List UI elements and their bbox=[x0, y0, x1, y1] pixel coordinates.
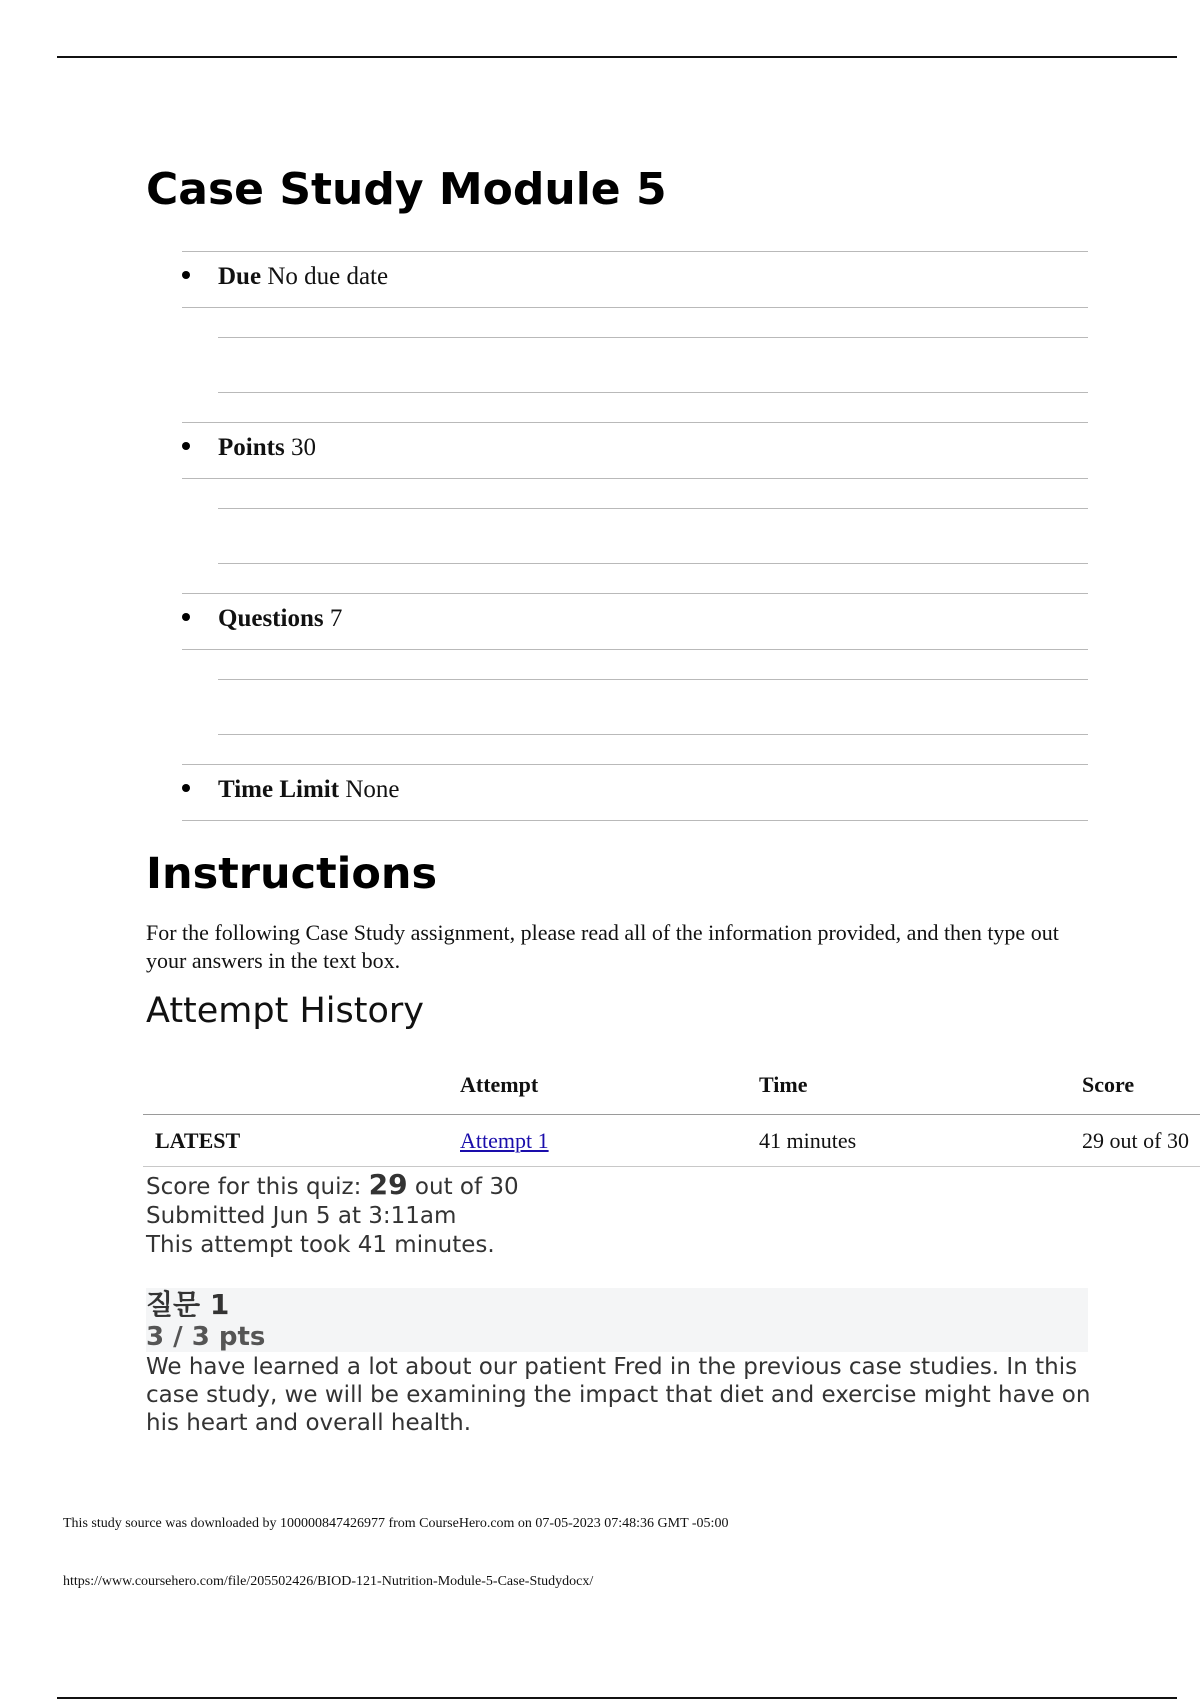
detail-time-limit bbox=[182, 764, 1088, 820]
attempt-time: 41 minutes bbox=[759, 1127, 857, 1153]
page-title: Case Study Module 5 bbox=[146, 164, 667, 215]
table-row bbox=[143, 1115, 1200, 1167]
column-header-attempt: Attempt bbox=[460, 1072, 539, 1097]
instructions-text: For the following Case Study assignment, please read all of the information provided, and then type out your answers in the text box. bbox=[146, 920, 1059, 973]
column-header-score: Score bbox=[1082, 1072, 1135, 1097]
bottom-rule bbox=[57, 1697, 1177, 1699]
question-points: 3 / 3 pts bbox=[146, 1322, 266, 1352]
question-title: 질문 1 bbox=[146, 1288, 230, 1321]
attempt-history-table bbox=[143, 1056, 1200, 1167]
detail-value: 7 bbox=[329, 605, 343, 632]
detail-label: Due bbox=[218, 263, 262, 290]
detail-label: Questions bbox=[218, 605, 324, 632]
attempt-score: 29 out of 30 bbox=[1082, 1127, 1189, 1153]
table-header-row bbox=[143, 1056, 1200, 1115]
instructions-heading: Instructions bbox=[146, 849, 438, 899]
bullet-icon bbox=[182, 613, 190, 621]
score-value: 29 bbox=[368, 1168, 408, 1201]
quiz-details-list bbox=[182, 251, 1088, 820]
question-header bbox=[146, 1288, 1088, 1352]
attempt-status: LATEST bbox=[155, 1127, 241, 1153]
detail-value: None bbox=[345, 776, 400, 803]
detail-points bbox=[182, 422, 1088, 593]
column-header-status bbox=[143, 1056, 460, 1115]
duration-line: This attempt took 41 minutes. bbox=[146, 1232, 495, 1258]
quiz-summary bbox=[146, 1170, 519, 1260]
submitted-line: Submitted Jun 5 at 3:11am bbox=[146, 1203, 457, 1229]
top-rule bbox=[57, 56, 1177, 58]
question-text: We have learned a lot about our patient Fred in the previous case studies. In this case study, we will be examining the impact that diet and exercise might have on his heart and overall health. bbox=[146, 1354, 1091, 1436]
bullet-icon bbox=[182, 271, 190, 279]
source-footer: This study source was downloaded by 100000847426977 from CourseHero.com on 07-05-2023 07:48:36 GMT -05:00 bbox=[63, 1516, 729, 1531]
url-footer: https://www.coursehero.com/file/205502426/BIOD-121-Nutrition-Module-5-Case-Studydocx/ bbox=[63, 1574, 594, 1589]
detail-value: 30 bbox=[290, 434, 316, 461]
bullet-icon bbox=[182, 442, 190, 450]
attempt-link[interactable]: Attempt 1 bbox=[460, 1127, 549, 1153]
bullet-icon bbox=[182, 784, 190, 792]
score-line: Score for this quiz: 29 out of 30 bbox=[146, 1168, 519, 1201]
attempt-history-heading: Attempt History bbox=[146, 991, 424, 1031]
detail-value: No due date bbox=[267, 263, 389, 290]
detail-label: Time Limit bbox=[218, 776, 340, 803]
detail-questions bbox=[182, 593, 1088, 764]
detail-label: Points bbox=[218, 434, 285, 461]
column-header-time: Time bbox=[759, 1072, 808, 1097]
detail-due bbox=[182, 251, 1088, 422]
